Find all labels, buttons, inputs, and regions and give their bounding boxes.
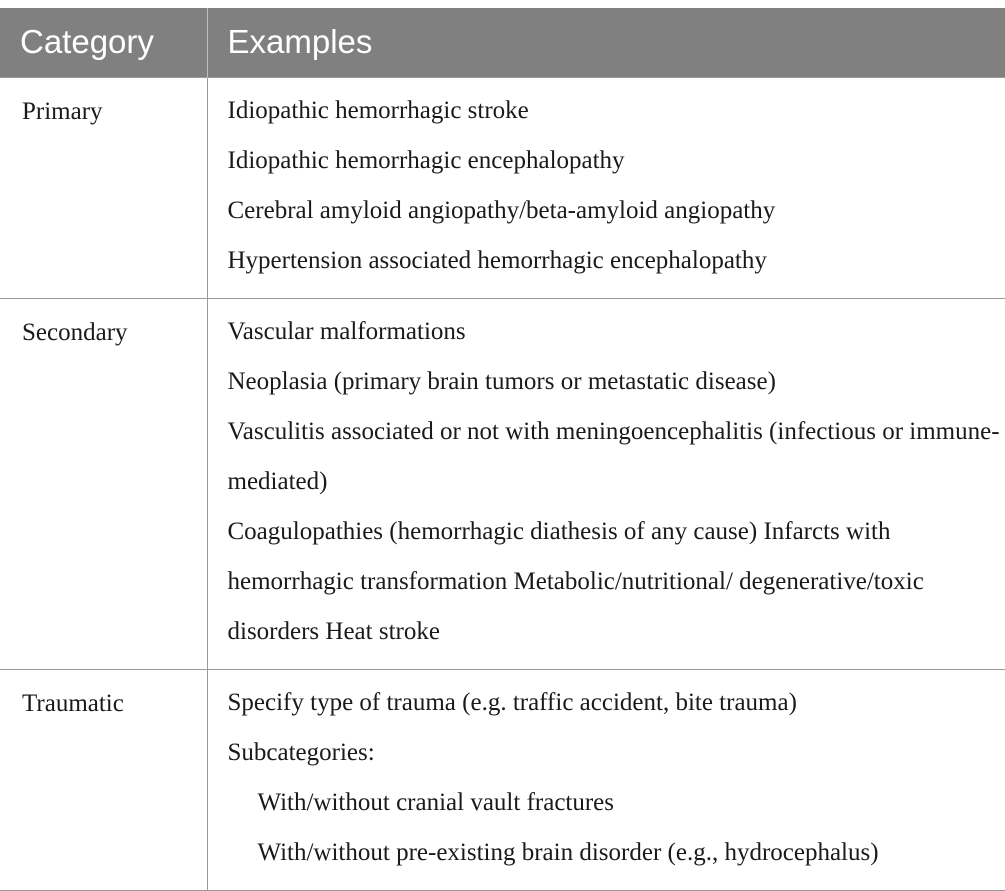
example-item: Vascular malformations [228,307,1005,357]
example-item: Idiopathic hemorrhagic stroke [228,86,1005,136]
examples-cell [207,77,1005,298]
example-item: Cerebral amyloid angiopathy/beta-amyloid angiopathy [228,186,1005,236]
category-cell: Primary [0,77,207,298]
example-item: Idiopathic hemorrhagic encephalopathy [228,136,1005,186]
subcategories-label: Subcategories: [228,728,1005,778]
example-item: Coagulopathies (hemorrhagic diathesis of any cause) Infarcts with hemorrhagic transformation Metabolic/nutritional/ degenerative/toxic disorders Heat stroke [228,507,1005,657]
classification-table [0,8,1005,891]
table-row [0,77,1005,298]
table-row [0,298,1005,669]
table-body [0,77,1005,890]
examples-cell [207,298,1005,669]
header-category: Category [0,8,207,77]
category-cell: Secondary [0,298,207,669]
classification-table-container [0,8,1005,891]
header-row [0,8,1005,77]
example-item: Hypertension associated hemorrhagic encephalopathy [228,236,1005,286]
example-item: Vasculitis associated or not with meningoencephalitis (infectious or immune-mediated) [228,407,1005,507]
table-row [0,669,1005,890]
subcategory-item: With/without pre-existing brain disorder (e.g., hydrocephalus) [228,828,1005,878]
subcategory-item: With/without cranial vault fractures [228,778,1005,828]
example-item: Neoplasia (primary brain tumors or metastatic disease) [228,357,1005,407]
examples-cell [207,669,1005,890]
example-item: Specify type of trauma (e.g. traffic accident, bite trauma) [228,678,1005,728]
category-cell: Traumatic [0,669,207,890]
table-header [0,8,1005,77]
header-examples: Examples [207,8,1005,77]
